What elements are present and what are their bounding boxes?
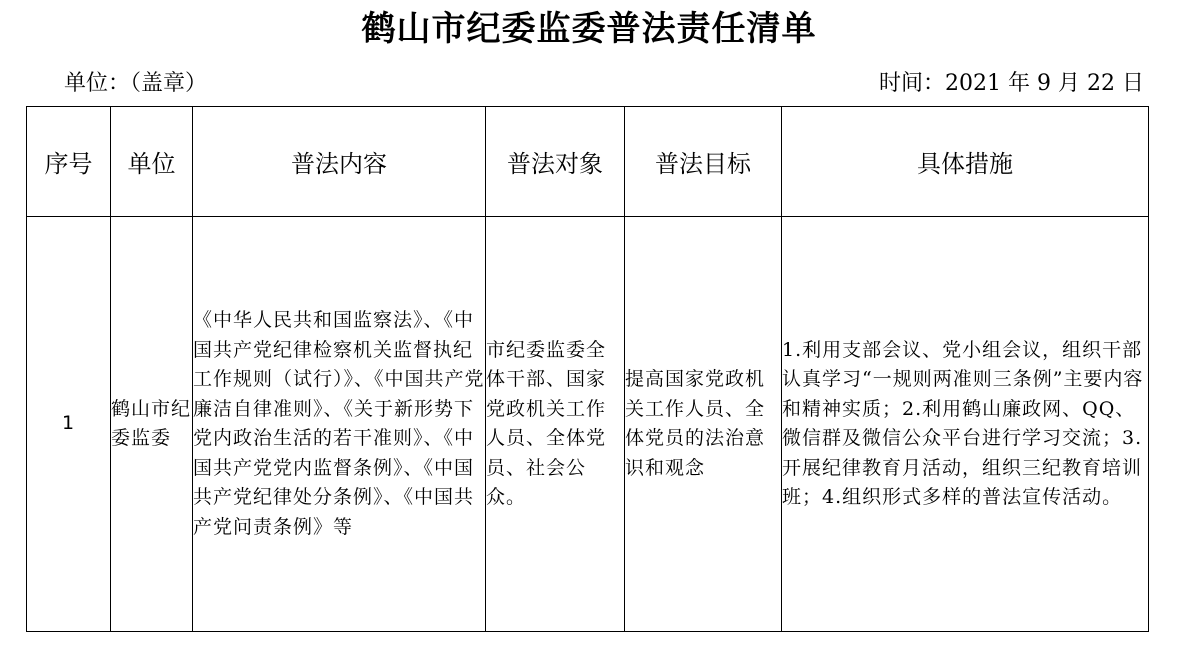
date-line: 时间：2021 年 9 月 22 日 [879,71,1144,96]
header-unit: 单位 [111,107,193,217]
header-goal: 普法目标 [625,107,782,217]
cell-goal [625,217,782,632]
cell-measures [782,217,1149,632]
unit-stamp-line: 单位：（盖章） [64,71,208,96]
table-header-row [27,107,1149,217]
cell-goal-text: 提高国家党政机关工作人员、全体党员的法治意识和观念 [625,368,766,479]
header-content: 普法内容 [193,107,486,217]
header-no: 序号 [27,107,111,217]
duty-table [26,106,1149,632]
table-row [27,217,1149,632]
cell-target-text: 市纪委监委全体干部、国家党政机关工作人员、全体党员、社会公众。 [486,338,607,508]
cell-measures-text: 1.利用支部会议、党小组会议，组织干部认真学习“一规则两准则三条例”主要内容和精神实质；2.利用鹤山廉政网、QQ、微信群及微信公众平台进行学习交流；3.开展纪律教育月活动，组织三纪教育培训班；4.组织形式多样的普法宣传活动。 [782,338,1144,508]
cell-no: 1 [27,217,111,632]
header-measures: 具体措施 [782,107,1149,217]
document-title: 鹤山市纪委监委普法责任清单 [361,9,817,49]
cell-unit [111,217,193,632]
cell-content [193,217,486,632]
cell-target [486,217,625,632]
cell-unit-text: 鹤山市纪委监委 [111,397,192,449]
cell-content-text: 《中华人民共和国监察法》、《中国共产党纪律检察机关监督执纪工作规则（试行）》、《中国共产党廉洁自律准则》、《关于新形势下党内政治生活的若干准则》、《中国共产党党内监督条例》、《中国共产党纪律处分条例》、《中国共产党问责条例》等 [193,309,485,538]
header-target: 普法对象 [486,107,625,217]
